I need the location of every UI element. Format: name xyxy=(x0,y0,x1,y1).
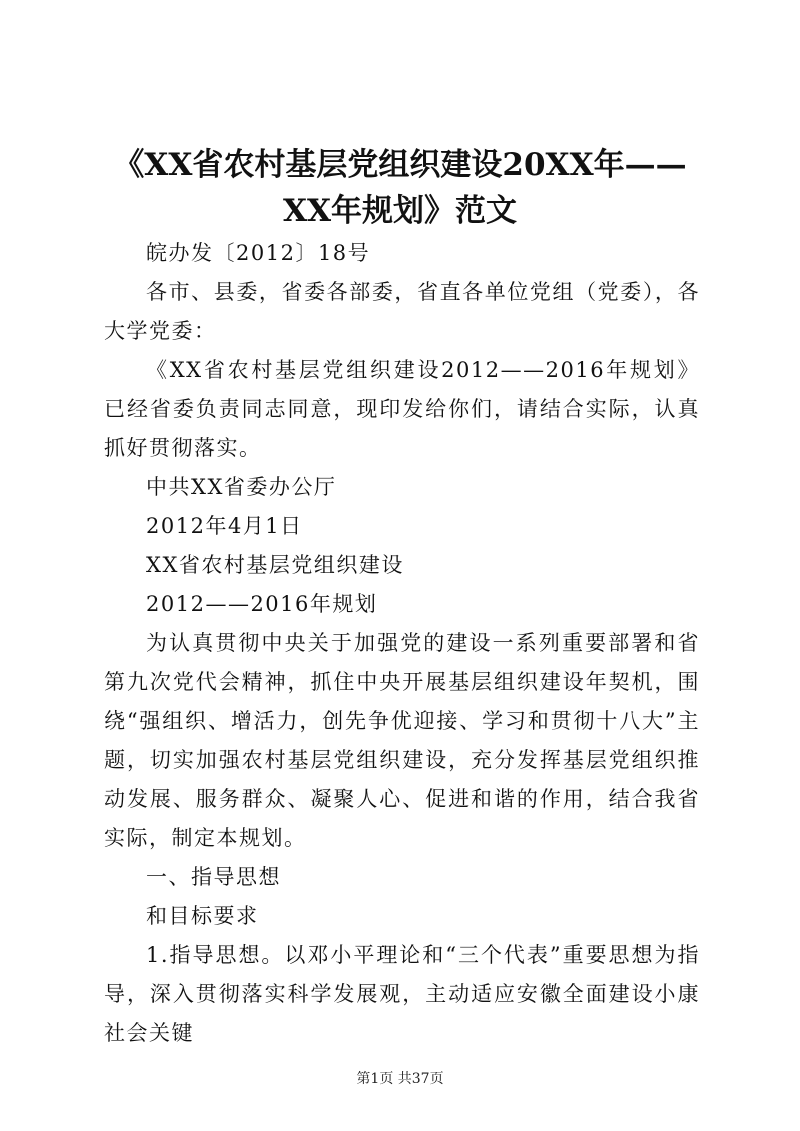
addressee: 各市、县委，省委各部委，省直各单位党组（党委），各大学党委： xyxy=(104,280,700,343)
page-number: 第1页 共37页 xyxy=(356,1071,444,1087)
intro-paragraph: 为认真贯彻中央关于加强党的建设一系列重要部署和省第九次党代会精神，抓住中央开展基层组织建设年契机，围绕“强组织、增活力，创先争优迎接、学习和贯彻十八大”主题，切实加强农村基层党组织建设，充分发挥基层党组织推动发展、服务群众、凝聚人心、促进和谐的作用，结合我省实际，制定本规划。 xyxy=(104,631,700,850)
notice-paragraph: 《XX省农村基层党组织建设2012——2016年规划》已经省委负责同志同意，现印发给你们，请结合实际，认真抓好贯彻落实。 xyxy=(104,358,700,460)
document-title: 《XX省农村基层党组织建设20XX年——XX年规划》范文 xyxy=(113,147,687,229)
guiding-thought-paragraph: 1.指导思想。以邓小平理论和“三个代表”重要思想为指导，深入贯彻落实科学发展观，主动适应安徽全面建设小康社会关键 xyxy=(104,943,700,1045)
document-body xyxy=(104,234,700,1053)
section-heading-1-cont: 和目标要求 xyxy=(146,904,259,928)
plan-title-line-2: 2012——2016年规划 xyxy=(146,592,378,616)
issuer: 中共XX省委办公厅 xyxy=(146,475,337,499)
plan-title-line-1: XX省农村基层党组织建设 xyxy=(146,553,404,577)
section-heading-1: 一、指导思想 xyxy=(146,865,281,889)
doc-number: 皖办发〔2012〕18号 xyxy=(146,241,371,265)
issue-date: 2012年4月1日 xyxy=(146,514,303,538)
